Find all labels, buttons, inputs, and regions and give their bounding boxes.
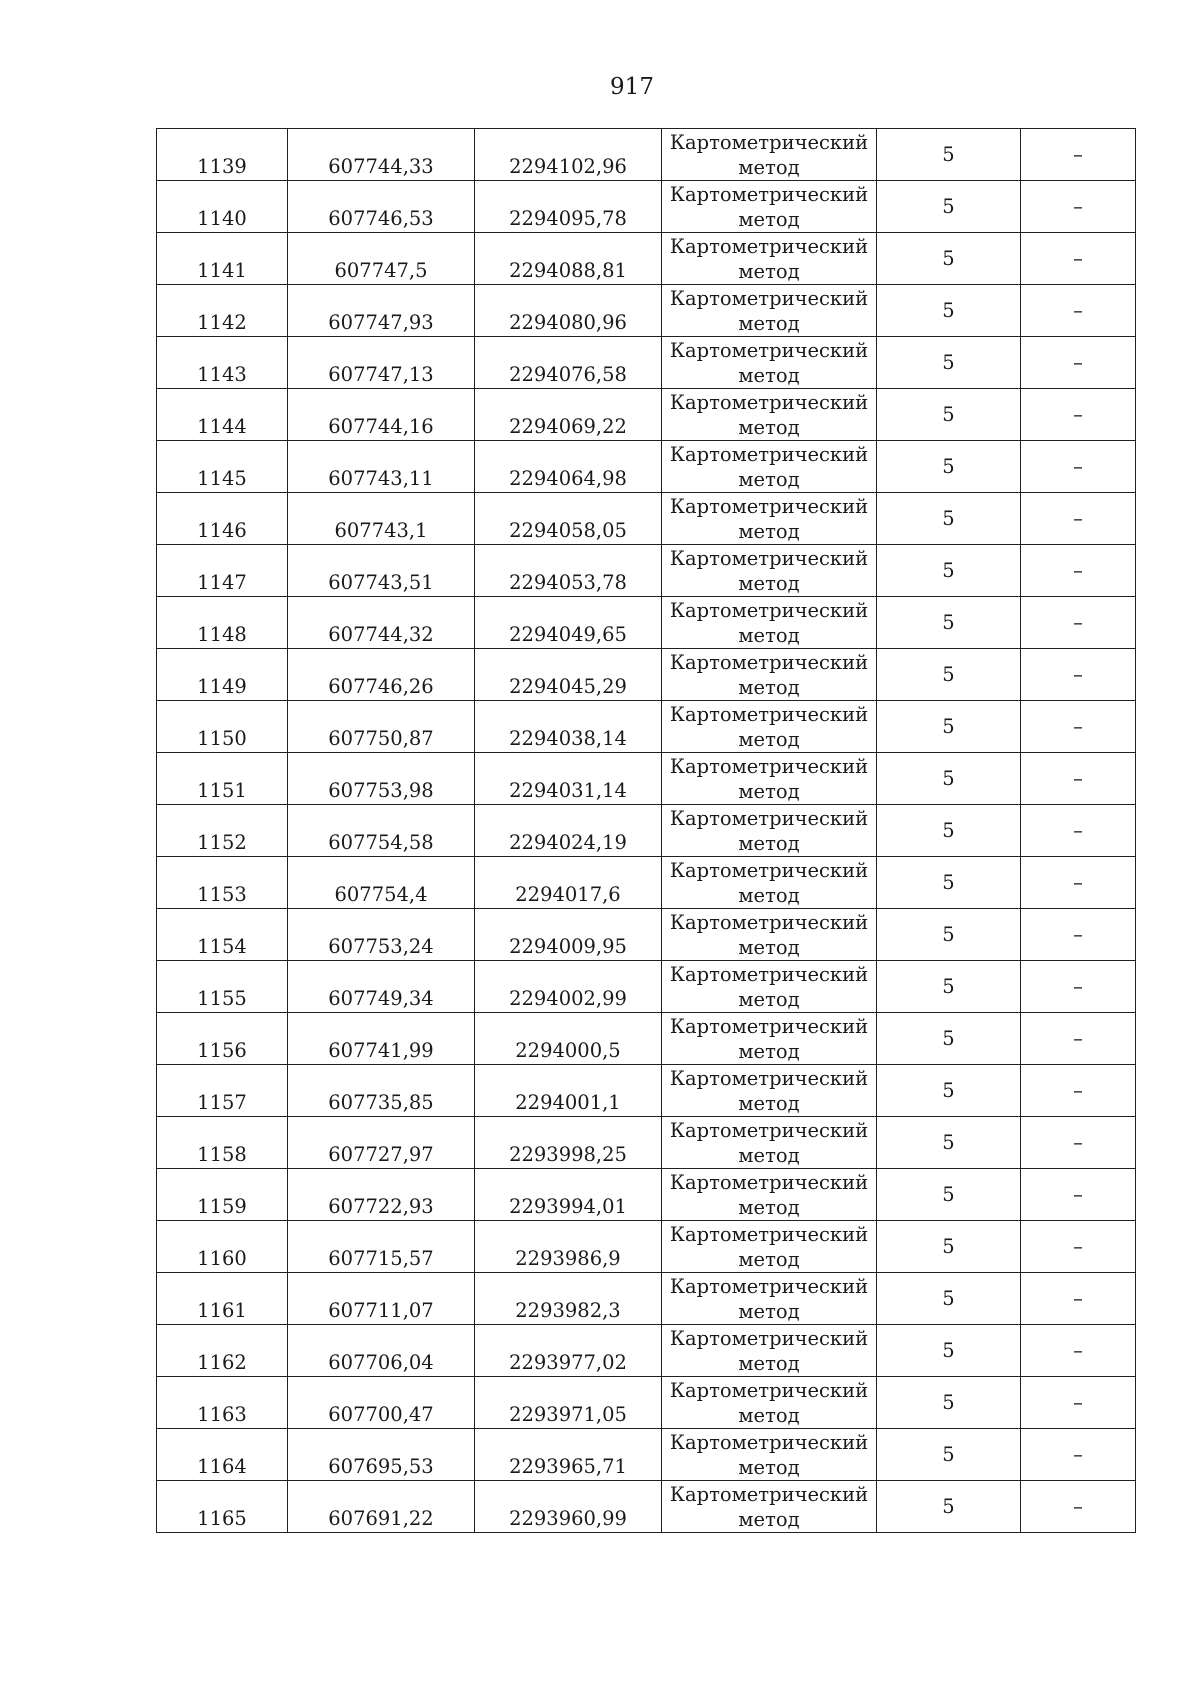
- note-cell: –: [1021, 545, 1136, 597]
- method-line1: Картометрический: [669, 182, 869, 206]
- point-number-cell: 1140: [157, 181, 288, 233]
- point-number-cell: 1161: [157, 1273, 288, 1325]
- x-coordinate-cell: 607746,53: [288, 181, 475, 233]
- y-coordinate-cell: 2294045,29: [475, 649, 662, 701]
- point-number-cell: 1160: [157, 1221, 288, 1273]
- point-number-cell: 1163: [157, 1377, 288, 1429]
- point-number-cell: 1148: [157, 597, 288, 649]
- y-coordinate-cell: 2293977,02: [475, 1325, 662, 1377]
- x-coordinate-cell: 607750,87: [288, 701, 475, 753]
- y-coordinate-cell: 2294088,81: [475, 233, 662, 285]
- table-row: [157, 1377, 1136, 1429]
- point-number-cell: 1143: [157, 337, 288, 389]
- method-line1: Картометрический: [669, 598, 869, 622]
- method-line1: Картометрический: [669, 858, 869, 882]
- method-line1: Картометрический: [669, 1482, 869, 1506]
- method-cell: [662, 649, 877, 701]
- table-row: [157, 1273, 1136, 1325]
- x-coordinate-cell: 607727,97: [288, 1117, 475, 1169]
- note-cell: –: [1021, 285, 1136, 337]
- y-coordinate-cell: 2293971,05: [475, 1377, 662, 1429]
- table-row: [157, 961, 1136, 1013]
- x-coordinate-cell: 607749,34: [288, 961, 475, 1013]
- table-row: [157, 441, 1136, 493]
- point-number-cell: 1165: [157, 1481, 288, 1533]
- method-line1: Картометрический: [669, 754, 869, 778]
- x-coordinate-cell: 607744,33: [288, 129, 475, 181]
- table-row: [157, 597, 1136, 649]
- x-coordinate-cell: 607747,13: [288, 337, 475, 389]
- method-line2: метод: [738, 1403, 800, 1427]
- method-cell: [662, 1377, 877, 1429]
- table-row: [157, 857, 1136, 909]
- y-coordinate-cell: 2294076,58: [475, 337, 662, 389]
- method-line1: Картометрический: [669, 130, 869, 154]
- method-line1: Картометрический: [669, 1118, 869, 1142]
- table-row: [157, 909, 1136, 961]
- point-number-cell: 1159: [157, 1169, 288, 1221]
- accuracy-cell: 5: [877, 857, 1021, 909]
- point-number-cell: 1153: [157, 857, 288, 909]
- method-line1: Картометрический: [669, 494, 869, 518]
- y-coordinate-cell: 2293998,25: [475, 1117, 662, 1169]
- coordinates-table-body: [157, 129, 1136, 1533]
- note-cell: –: [1021, 1325, 1136, 1377]
- table-row: [157, 1221, 1136, 1273]
- note-cell: –: [1021, 1273, 1136, 1325]
- method-line1: Картометрический: [669, 286, 869, 310]
- method-cell: [662, 545, 877, 597]
- y-coordinate-cell: 2294000,5: [475, 1013, 662, 1065]
- x-coordinate-cell: 607741,99: [288, 1013, 475, 1065]
- method-line2: метод: [738, 1039, 800, 1063]
- accuracy-cell: 5: [877, 233, 1021, 285]
- y-coordinate-cell: 2294095,78: [475, 181, 662, 233]
- method-cell: [662, 961, 877, 1013]
- table-row: [157, 285, 1136, 337]
- accuracy-cell: 5: [877, 1013, 1021, 1065]
- accuracy-cell: 5: [877, 285, 1021, 337]
- method-line1: Картометрический: [669, 1430, 869, 1454]
- note-cell: –: [1021, 1221, 1136, 1273]
- accuracy-cell: 5: [877, 545, 1021, 597]
- x-coordinate-cell: 607743,11: [288, 441, 475, 493]
- y-coordinate-cell: 2294080,96: [475, 285, 662, 337]
- point-number-cell: 1162: [157, 1325, 288, 1377]
- method-cell: [662, 909, 877, 961]
- note-cell: –: [1021, 181, 1136, 233]
- method-line2: метод: [738, 1247, 800, 1271]
- method-cell: [662, 1065, 877, 1117]
- method-line1: Картометрический: [669, 962, 869, 986]
- y-coordinate-cell: 2294058,05: [475, 493, 662, 545]
- method-cell: [662, 1481, 877, 1533]
- method-line2: метод: [738, 1091, 800, 1115]
- method-line2: метод: [738, 571, 800, 595]
- method-cell: [662, 493, 877, 545]
- point-number-cell: 1146: [157, 493, 288, 545]
- point-number-cell: 1158: [157, 1117, 288, 1169]
- x-coordinate-cell: 607744,32: [288, 597, 475, 649]
- method-cell: [662, 233, 877, 285]
- y-coordinate-cell: 2293986,9: [475, 1221, 662, 1273]
- y-coordinate-cell: 2294002,99: [475, 961, 662, 1013]
- note-cell: –: [1021, 857, 1136, 909]
- method-cell: [662, 1117, 877, 1169]
- point-number-cell: 1156: [157, 1013, 288, 1065]
- y-coordinate-cell: 2294049,65: [475, 597, 662, 649]
- note-cell: –: [1021, 1117, 1136, 1169]
- y-coordinate-cell: 2293994,01: [475, 1169, 662, 1221]
- method-line2: метод: [738, 883, 800, 907]
- method-line2: метод: [738, 259, 800, 283]
- accuracy-cell: 5: [877, 129, 1021, 181]
- method-cell: [662, 805, 877, 857]
- point-number-cell: 1139: [157, 129, 288, 181]
- x-coordinate-cell: 607695,53: [288, 1429, 475, 1481]
- method-line1: Картометрический: [669, 338, 869, 362]
- table-row: [157, 1481, 1136, 1533]
- method-cell: [662, 129, 877, 181]
- method-cell: [662, 1169, 877, 1221]
- x-coordinate-cell: 607754,4: [288, 857, 475, 909]
- table-row: [157, 493, 1136, 545]
- table-row: [157, 701, 1136, 753]
- table-row: [157, 1117, 1136, 1169]
- accuracy-cell: 5: [877, 701, 1021, 753]
- table-row: [157, 545, 1136, 597]
- method-line1: Картометрический: [669, 1014, 869, 1038]
- method-line2: метод: [738, 467, 800, 491]
- note-cell: –: [1021, 1169, 1136, 1221]
- table-row: [157, 1169, 1136, 1221]
- accuracy-cell: 5: [877, 493, 1021, 545]
- x-coordinate-cell: 607743,1: [288, 493, 475, 545]
- y-coordinate-cell: 2294031,14: [475, 753, 662, 805]
- note-cell: –: [1021, 129, 1136, 181]
- y-coordinate-cell: 2294001,1: [475, 1065, 662, 1117]
- accuracy-cell: 5: [877, 1377, 1021, 1429]
- method-cell: [662, 285, 877, 337]
- accuracy-cell: 5: [877, 1117, 1021, 1169]
- method-cell: [662, 1325, 877, 1377]
- accuracy-cell: 5: [877, 805, 1021, 857]
- method-cell: [662, 597, 877, 649]
- method-cell: [662, 701, 877, 753]
- method-line2: метод: [738, 1195, 800, 1219]
- accuracy-cell: 5: [877, 337, 1021, 389]
- note-cell: –: [1021, 233, 1136, 285]
- accuracy-cell: 5: [877, 1325, 1021, 1377]
- method-line1: Картометрический: [669, 1066, 869, 1090]
- method-cell: [662, 1013, 877, 1065]
- table-row: [157, 1325, 1136, 1377]
- method-line2: метод: [738, 1351, 800, 1375]
- table-row: [157, 389, 1136, 441]
- table-row: [157, 1429, 1136, 1481]
- note-cell: –: [1021, 1013, 1136, 1065]
- accuracy-cell: 5: [877, 1429, 1021, 1481]
- accuracy-cell: 5: [877, 1273, 1021, 1325]
- y-coordinate-cell: 2294024,19: [475, 805, 662, 857]
- y-coordinate-cell: 2293965,71: [475, 1429, 662, 1481]
- point-number-cell: 1155: [157, 961, 288, 1013]
- y-coordinate-cell: 2294017,6: [475, 857, 662, 909]
- note-cell: –: [1021, 805, 1136, 857]
- table-row: [157, 805, 1136, 857]
- y-coordinate-cell: 2293982,3: [475, 1273, 662, 1325]
- y-coordinate-cell: 2293960,99: [475, 1481, 662, 1533]
- method-line1: Картометрический: [669, 1170, 869, 1194]
- accuracy-cell: 5: [877, 181, 1021, 233]
- method-cell: [662, 441, 877, 493]
- y-coordinate-cell: 2294102,96: [475, 129, 662, 181]
- method-line1: Картометрический: [669, 234, 869, 258]
- note-cell: –: [1021, 1065, 1136, 1117]
- accuracy-cell: 5: [877, 961, 1021, 1013]
- method-line2: метод: [738, 1143, 800, 1167]
- accuracy-cell: 5: [877, 1065, 1021, 1117]
- x-coordinate-cell: 607722,93: [288, 1169, 475, 1221]
- accuracy-cell: 5: [877, 753, 1021, 805]
- point-number-cell: 1142: [157, 285, 288, 337]
- accuracy-cell: 5: [877, 1481, 1021, 1533]
- method-line2: метод: [738, 363, 800, 387]
- note-cell: –: [1021, 753, 1136, 805]
- point-number-cell: 1149: [157, 649, 288, 701]
- method-line2: метод: [738, 1299, 800, 1323]
- method-line1: Картометрический: [669, 1326, 869, 1350]
- method-cell: [662, 857, 877, 909]
- point-number-cell: 1152: [157, 805, 288, 857]
- accuracy-cell: 5: [877, 1221, 1021, 1273]
- x-coordinate-cell: 607754,58: [288, 805, 475, 857]
- method-line1: Картометрический: [669, 702, 869, 726]
- y-coordinate-cell: 2294053,78: [475, 545, 662, 597]
- method-cell: [662, 753, 877, 805]
- x-coordinate-cell: 607715,57: [288, 1221, 475, 1273]
- note-cell: –: [1021, 1481, 1136, 1533]
- method-line1: Картометрический: [669, 806, 869, 830]
- method-line2: метод: [738, 675, 800, 699]
- method-cell: [662, 1273, 877, 1325]
- method-cell: [662, 181, 877, 233]
- point-number-cell: 1147: [157, 545, 288, 597]
- table-row: [157, 1065, 1136, 1117]
- accuracy-cell: 5: [877, 1169, 1021, 1221]
- x-coordinate-cell: 607711,07: [288, 1273, 475, 1325]
- table-row: [157, 1013, 1136, 1065]
- accuracy-cell: 5: [877, 649, 1021, 701]
- method-line1: Картометрический: [669, 546, 869, 570]
- table-row: [157, 181, 1136, 233]
- table-row: [157, 233, 1136, 285]
- point-number-cell: 1144: [157, 389, 288, 441]
- accuracy-cell: 5: [877, 909, 1021, 961]
- note-cell: –: [1021, 701, 1136, 753]
- note-cell: –: [1021, 1377, 1136, 1429]
- method-line1: Картометрический: [669, 442, 869, 466]
- method-line2: метод: [738, 207, 800, 231]
- note-cell: –: [1021, 389, 1136, 441]
- method-line1: Картометрический: [669, 650, 869, 674]
- method-line2: метод: [738, 519, 800, 543]
- x-coordinate-cell: 607753,98: [288, 753, 475, 805]
- y-coordinate-cell: 2294009,95: [475, 909, 662, 961]
- method-line2: метод: [738, 987, 800, 1011]
- method-line1: Картометрический: [669, 1378, 869, 1402]
- point-number-cell: 1157: [157, 1065, 288, 1117]
- accuracy-cell: 5: [877, 441, 1021, 493]
- table-row: [157, 753, 1136, 805]
- method-line2: метод: [738, 727, 800, 751]
- y-coordinate-cell: 2294064,98: [475, 441, 662, 493]
- method-line2: метод: [738, 831, 800, 855]
- note-cell: –: [1021, 961, 1136, 1013]
- method-line1: Картометрический: [669, 1274, 869, 1298]
- method-cell: [662, 337, 877, 389]
- method-line2: метод: [738, 155, 800, 179]
- method-cell: [662, 389, 877, 441]
- note-cell: –: [1021, 337, 1136, 389]
- x-coordinate-cell: 607706,04: [288, 1325, 475, 1377]
- note-cell: –: [1021, 1429, 1136, 1481]
- method-line2: метод: [738, 1507, 800, 1531]
- method-line1: Картометрический: [669, 390, 869, 414]
- point-number-cell: 1150: [157, 701, 288, 753]
- table-row: [157, 337, 1136, 389]
- point-number-cell: 1141: [157, 233, 288, 285]
- method-line2: метод: [738, 623, 800, 647]
- point-number-cell: 1145: [157, 441, 288, 493]
- table-row: [157, 649, 1136, 701]
- method-line2: метод: [738, 779, 800, 803]
- x-coordinate-cell: 607700,47: [288, 1377, 475, 1429]
- method-line1: Картометрический: [669, 1222, 869, 1246]
- table-row: [157, 129, 1136, 181]
- method-line2: метод: [738, 415, 800, 439]
- x-coordinate-cell: 607753,24: [288, 909, 475, 961]
- x-coordinate-cell: 607744,16: [288, 389, 475, 441]
- method-line1: Картометрический: [669, 910, 869, 934]
- method-cell: [662, 1429, 877, 1481]
- y-coordinate-cell: 2294038,14: [475, 701, 662, 753]
- x-coordinate-cell: 607747,93: [288, 285, 475, 337]
- coordinates-table: [156, 128, 1136, 1533]
- point-number-cell: 1154: [157, 909, 288, 961]
- note-cell: –: [1021, 441, 1136, 493]
- x-coordinate-cell: 607747,5: [288, 233, 475, 285]
- accuracy-cell: 5: [877, 389, 1021, 441]
- method-line2: метод: [738, 1455, 800, 1479]
- point-number-cell: 1151: [157, 753, 288, 805]
- point-number-cell: 1164: [157, 1429, 288, 1481]
- x-coordinate-cell: 607691,22: [288, 1481, 475, 1533]
- accuracy-cell: 5: [877, 597, 1021, 649]
- note-cell: –: [1021, 493, 1136, 545]
- x-coordinate-cell: 607746,26: [288, 649, 475, 701]
- note-cell: –: [1021, 597, 1136, 649]
- x-coordinate-cell: 607743,51: [288, 545, 475, 597]
- note-cell: –: [1021, 909, 1136, 961]
- method-line2: метод: [738, 311, 800, 335]
- page-number: 917: [610, 74, 654, 100]
- x-coordinate-cell: 607735,85: [288, 1065, 475, 1117]
- method-cell: [662, 1221, 877, 1273]
- y-coordinate-cell: 2294069,22: [475, 389, 662, 441]
- method-line2: метод: [738, 935, 800, 959]
- note-cell: –: [1021, 649, 1136, 701]
